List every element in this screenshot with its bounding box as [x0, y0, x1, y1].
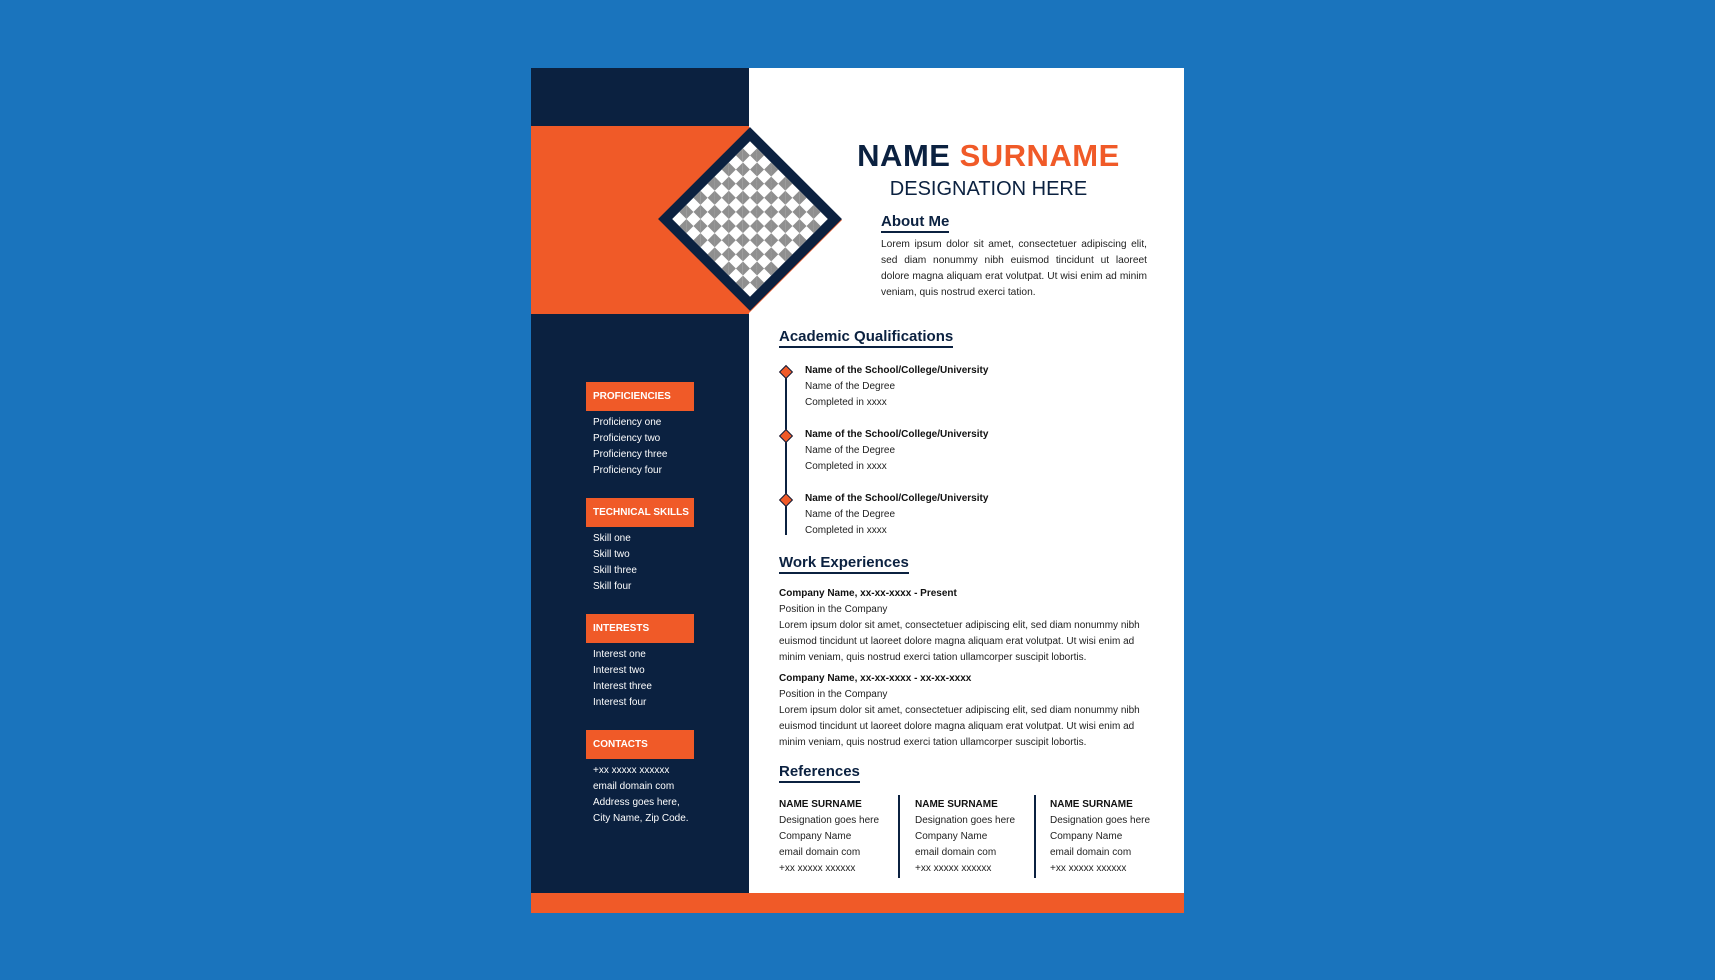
work-description: Lorem ipsum dolor sit amet, consectetuer adipiscing elit, sed diam nonummy nibh euismod tincidunt ut laoreet dolore magna aliquam erat volutpat. Ut wisi enim ad minim veniam, quis nostrud exerci tation ullamcorper suscipit lobortis.: [779, 705, 1140, 748]
school-name: Name of the School/College/University: [805, 429, 989, 440]
work-item: [779, 586, 1149, 666]
reference-phone: +xx xxxxx xxxxxx: [1050, 863, 1127, 874]
reference-company: Company Name: [1050, 831, 1123, 842]
completion-year: Completed in xxxx: [805, 461, 887, 472]
degree-name: Name of the Degree: [805, 509, 896, 520]
list-item: Proficiency four: [593, 465, 662, 476]
first-name: NAME: [857, 138, 951, 173]
reference-divider: [1034, 795, 1036, 878]
interests-list: [593, 647, 652, 711]
timeline-diamond-icon: [779, 365, 793, 379]
position-line: Position in the Company: [779, 689, 888, 700]
completion-year: Completed in xxxx: [805, 525, 887, 536]
technical-skills-header: TECHNICAL SKILLS: [586, 498, 694, 527]
interests-header: INTERESTS: [586, 614, 694, 643]
reference-card: [1050, 797, 1180, 877]
work-title: Work Experiences: [779, 554, 909, 574]
timeline-diamond-icon: [779, 493, 793, 507]
contact-email: email domain com: [593, 781, 675, 792]
reference-designation: Designation goes here: [779, 815, 880, 826]
reference-company: Company Name: [915, 831, 988, 842]
company-line: Company Name, xx-xx-xxxx - xx-xx-xxxx: [779, 673, 972, 684]
list-item: Skill one: [593, 533, 631, 544]
contact-city: City Name, Zip Code.: [593, 813, 689, 824]
list-item: Skill three: [593, 565, 637, 576]
list-item: Proficiency one: [593, 417, 662, 428]
reference-company: Company Name: [779, 831, 852, 842]
list-item: Interest three: [593, 681, 652, 692]
technical-skills-list: [593, 531, 637, 595]
company-line: Company Name, xx-xx-xxxx - Present: [779, 588, 957, 599]
school-name: Name of the School/College/University: [805, 365, 989, 376]
list-item: Proficiency three: [593, 449, 668, 460]
reference-email: email domain com: [915, 847, 997, 858]
timeline-line: [785, 373, 787, 535]
reference-card: [779, 797, 909, 877]
full-name: [831, 138, 1146, 174]
reference-email: email domain com: [1050, 847, 1132, 858]
reference-designation: Designation goes here: [1050, 815, 1151, 826]
list-item: Skill four: [593, 581, 632, 592]
list-item: Interest one: [593, 649, 646, 660]
proficiencies-list: [593, 415, 667, 479]
list-item: Interest four: [593, 697, 647, 708]
resume-page: [531, 68, 1184, 913]
reference-name: NAME SURNAME: [779, 799, 862, 810]
position-line: Position in the Company: [779, 604, 888, 615]
list-item: Interest two: [593, 665, 645, 676]
education-item: [805, 427, 988, 475]
about-title: About Me: [881, 213, 949, 233]
contact-address: Address goes here,: [593, 797, 680, 808]
reference-name: NAME SURNAME: [1050, 799, 1133, 810]
references-title: References: [779, 763, 860, 783]
reference-divider: [898, 795, 900, 878]
education-item: [805, 363, 988, 411]
completion-year: Completed in xxxx: [805, 397, 887, 408]
list-item: Skill two: [593, 549, 630, 560]
contacts-list: [593, 763, 689, 827]
last-name: SURNAME: [959, 138, 1120, 173]
reference-phone: +xx xxxxx xxxxxx: [915, 863, 992, 874]
bottom-bar: [531, 893, 1184, 913]
timeline-diamond-icon: [779, 429, 793, 443]
list-item: Proficiency two: [593, 433, 661, 444]
reference-email: email domain com: [779, 847, 861, 858]
reference-name: NAME SURNAME: [915, 799, 998, 810]
contacts-header: CONTACTS: [586, 730, 694, 759]
proficiencies-header: PROFICIENCIES: [586, 382, 694, 411]
reference-designation: Designation goes here: [915, 815, 1016, 826]
academic-title: Academic Qualifications: [779, 328, 953, 348]
work-item: [779, 671, 1149, 751]
contact-phone: +xx xxxxx xxxxxx: [593, 765, 670, 776]
about-text: Lorem ipsum dolor sit amet, consectetuer adipiscing elit, sed diam nonummy nibh euismod tincidunt ut laoreet dolore magna aliquam erat volutpat. Ut wisi enim ad minim veniam, quis nostrud exerci tation.: [881, 239, 1147, 298]
school-name: Name of the School/College/University: [805, 493, 989, 504]
education-item: [805, 491, 988, 539]
work-description: Lorem ipsum dolor sit amet, consectetuer adipiscing elit, sed diam nonummy nibh euismod tincidunt ut laoreet dolore magna aliquam erat volutpat. Ut wisi enim ad minim veniam, quis nostrud exerci tation ullamcorper suscipit lobortis.: [779, 620, 1140, 663]
degree-name: Name of the Degree: [805, 381, 896, 392]
designation: DESIGNATION HERE: [889, 178, 1088, 200]
degree-name: Name of the Degree: [805, 445, 896, 456]
reference-phone: +xx xxxxx xxxxxx: [779, 863, 856, 874]
reference-card: [915, 797, 1045, 877]
